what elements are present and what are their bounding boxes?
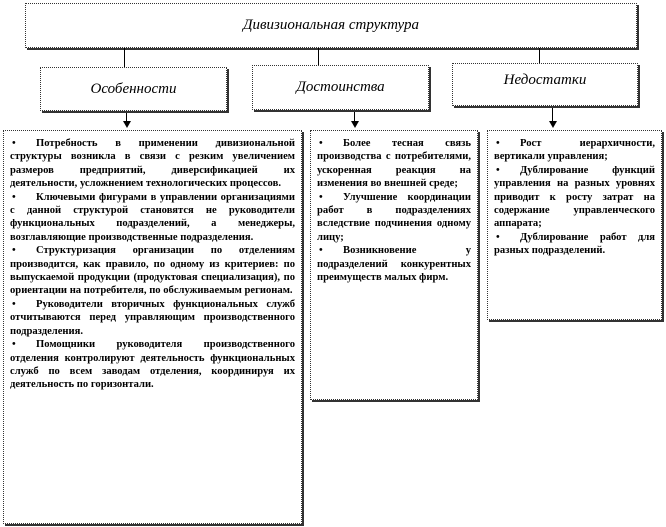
item-text: Руководители вторичных функциональных служб отчитываются перед управляющим производственного подразделения.	[10, 298, 295, 337]
item-text: Дублирование работ для разных подразделений.	[494, 231, 655, 257]
heading-advantages-text: Достоинства	[296, 79, 385, 95]
arrow-down-icon	[351, 121, 359, 128]
heading-advantages	[252, 65, 429, 110]
heading-disadvantages-text: Недостатки	[503, 72, 587, 88]
item-text: Дублирование функций управления на разных уровнях приводит к росту затрат на содержание управленческого аппарата;	[494, 164, 655, 230]
connector-line	[539, 48, 540, 63]
list-item: • Ключевыми фигурами в управлении организациями с данной структурой становятся не руководители функциональных подразделений, а менеджеры, возглавляющие производственные подразделения.	[10, 191, 295, 243]
list-item: • Дублирование функций управления на разных уровнях приводит к росту затрат на содержание управленческого аппарата;	[494, 164, 655, 230]
list-item: • Помощники руководителя производственного отделения контролируют деятельность функциональных служб по всем заводам отделения, координируя их деятельность по горизонтали.	[10, 339, 295, 391]
list-item: • Потребность в применении дивизиональной структуры возникла в связи с резким увеличением размеров предприятий, диверсификацией их деятельности, усложнением технологических процессов.	[10, 138, 295, 190]
list-item: • Возникновение у подразделений конкурентных преимуществ малых фирм.	[317, 245, 471, 284]
connector-line	[124, 48, 125, 67]
item-text: Ключевыми фигурами в управлении организациями с данной структурой становятся не руководители функциональных подразделений, а менеджеры, возглавляющие производственные подразделения.	[10, 191, 295, 243]
list-item: • Дублирование работ для разных подразделений.	[494, 231, 655, 257]
arrow-down-icon	[123, 121, 131, 128]
item-text: Помощники руководителя производственного отделения контролируют деятельность функциональных служб по всем заводам отделения, координируя их деятельность по горизонтали.	[10, 339, 295, 391]
connector-line	[318, 48, 319, 65]
features-list	[3, 130, 302, 524]
item-text: Рост иерархичности, вертикали управления;	[494, 138, 655, 163]
advantages-list	[310, 130, 478, 400]
list-item: • Руководители вторичных функциональных служб отчитываются перед управляющим производственного подразделения.	[10, 298, 295, 337]
item-text: Структуризация организации по отделениям производится, как правило, по одному из критериев: по выпускаемой продукции (продуктовая специализация), по ориентации на потребителя, по обслуживаемым регионам.	[10, 245, 295, 297]
item-text: Улучшение координации работ в подразделениях вследствие подчинения одному лицу;	[317, 191, 471, 243]
disadvantages-list	[487, 130, 662, 320]
item-text: Более тесная связь производства с потребителями, ускоренная реакция на изменения во внешней среде;	[317, 138, 471, 190]
item-text: Возникновение у подразделений конкурентных преимуществ малых фирм.	[317, 245, 471, 284]
list-item: • Рост иерархичности, вертикали управления;	[494, 138, 655, 163]
heading-features	[40, 67, 227, 111]
title-text: Дивизиональная структура	[242, 17, 420, 33]
list-item: • Структуризация организации по отделениям производится, как правило, по одному из критериев: по выпускаемой продукции (продуктовая специализация), по ориентации на потребителя, по обслуживаемым регионам.	[10, 245, 295, 297]
list-item: • Улучшение координации работ в подразделениях вследствие подчинения одному лицу;	[317, 191, 471, 243]
item-text: Потребность в применении дивизиональной структуры возникла в связи с резким увеличением размеров предприятий, диверсификацией их деятельности, усложнением технологических процессов.	[10, 138, 295, 190]
heading-disadvantages	[452, 63, 638, 106]
list-item: • Более тесная связь производства с потребителями, ускоренная реакция на изменения во внешней среде;	[317, 138, 471, 190]
arrow-down-icon	[549, 121, 557, 128]
title-box	[25, 3, 637, 48]
heading-features-text: Особенности	[90, 80, 177, 97]
